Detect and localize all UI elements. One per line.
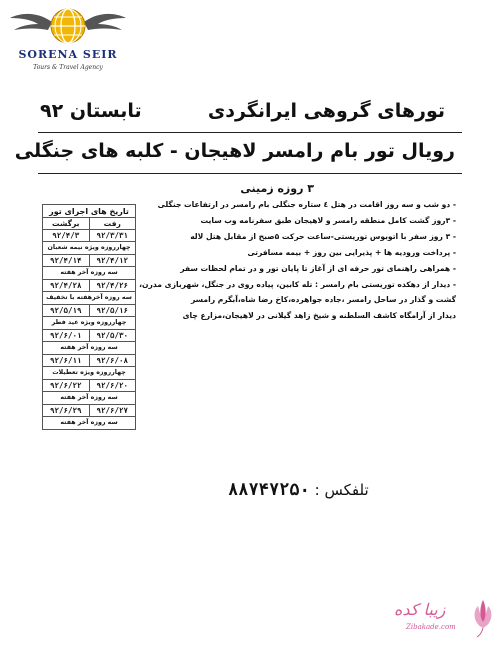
- tour-title: رویال تور بام رامسر لاهیجان - کلبه های جنگلی: [14, 140, 455, 162]
- feature-item: - ۳ روز سفر با اتوبوس توریستی-ساعت حرکت ۵صبح از مقابل هتل لاله: [190, 231, 456, 241]
- schedule-header-row: [43, 218, 135, 230]
- return-date: ۹۲/۴/۱۴: [49, 256, 82, 265]
- departure-date: ۹۲/۵/۱۶: [89, 305, 136, 316]
- page-title: تورهای گروهی ایرانگردی: [207, 100, 445, 122]
- schedule-caption: تاریخ های اجرای تور: [43, 205, 135, 218]
- winged-globe-icon: [8, 4, 128, 48]
- telefax-contact: [228, 480, 369, 500]
- schedule-note: چهارروزه ویژه عید فطر: [43, 317, 135, 330]
- return-date: ۹۲/۶/۱۱: [49, 356, 82, 365]
- feature-item: دیدار از آرامگاه کاشف السلطنه و شیخ زاهد گیلانی در لاهیجان،مزارع چای: [182, 311, 456, 321]
- departure-date: ۹۲/۶/۰۸: [89, 355, 136, 366]
- company-logo: [8, 4, 128, 79]
- return-column-header: برگشت: [52, 219, 80, 228]
- telefax-number: ۸۸۷۴۷۲۵۰: [228, 480, 310, 500]
- schedule-row: [43, 230, 135, 242]
- telefax-label: تلفکس :: [314, 481, 369, 499]
- feature-item: - دیدار از دهکده توریستی بام رامسر : تله کابین، پیاده روی در جنگل، شهربازی مدرن،: [139, 279, 456, 289]
- schedule-note: چهارروزه ویژه تعطیلات: [43, 367, 135, 380]
- watermark-name: زیبا کده: [394, 600, 446, 619]
- schedule-row: [43, 330, 135, 342]
- logo-tagline: Tours & Travel Agency: [33, 64, 103, 71]
- departure-date: ۹۲/۵/۳۰: [89, 330, 136, 341]
- title-divider: [38, 132, 462, 133]
- schedule-note: سه روزه آخرهفته با تخفیف: [43, 292, 135, 305]
- schedule-row: [43, 380, 135, 392]
- return-date: ۹۲/۴/۳: [52, 231, 80, 240]
- feature-item: - همراهی راهنمای تور حرفه ای از آغاز تا پایان تور و در تمام لحظات سفر: [180, 263, 456, 273]
- schedule-note: سه روزه آخر هفته: [43, 392, 135, 405]
- tour-duration: ۳ روزه زمینی: [240, 182, 314, 195]
- return-date: ۹۲/۶/۰۱: [49, 331, 82, 340]
- return-date: ۹۲/۵/۱۹: [49, 306, 82, 315]
- schedule-table: [42, 204, 136, 430]
- flower-icon: [468, 598, 498, 638]
- schedule-row: [43, 255, 135, 267]
- departure-date: ۹۲/۶/۲۰: [89, 380, 136, 391]
- feature-item: گشت و گذار در ساحل رامسر ،جاده جواهرده،کاخ رضا شاه،آبگرم رامسر: [190, 295, 456, 305]
- return-date: ۹۲/۶/۲۹: [49, 406, 82, 415]
- departure-date: ۹۲/۳/۳۱: [89, 230, 136, 241]
- site-watermark: [388, 596, 498, 642]
- tour-features-list: [139, 197, 456, 324]
- return-date: ۹۲/۶/۲۲: [49, 381, 82, 390]
- schedule-note: سه روزه آخر هفته: [60, 419, 118, 426]
- schedule-row: [43, 355, 135, 367]
- schedule-row: [43, 305, 135, 317]
- schedule-note: سه روزه آخر هفته: [43, 267, 135, 280]
- feature-item: - ۳روز گشت کامل منطقه رامسر و لاهیجان طبق سفرنامه وب سایت: [200, 215, 456, 225]
- return-date: ۹۲/۴/۲۸: [49, 281, 82, 290]
- tour-title-divider: [38, 173, 462, 174]
- feature-item: - دو شب و سه روز اقامت در هتل ٤ ستاره جنگلی بام رامسر در ارتفاعات جنگلی: [157, 200, 456, 209]
- departure-date: ۹۲/۶/۲۷: [89, 405, 136, 416]
- watermark-url: Zibakade.com: [406, 623, 456, 631]
- logo-brand-name: SORENA SEIR: [18, 48, 118, 61]
- feature-item: - پرداخت ورودیه ها + پذیرایی بین روز + بیمه مسافرتی: [247, 247, 456, 257]
- departure-date: ۹۲/۴/۱۲: [89, 255, 136, 266]
- schedule-note: چهارروزه ویژه نیمه شعبان: [43, 242, 135, 255]
- season-label: تابستان ۹۲: [40, 100, 142, 122]
- schedule-row: [43, 280, 135, 292]
- schedule-note: سه روزه آخر هفته: [43, 342, 135, 355]
- schedule-row: [43, 405, 135, 417]
- departure-date: ۹۲/۴/۲۶: [89, 280, 136, 291]
- departure-column-header: رفت: [89, 218, 136, 229]
